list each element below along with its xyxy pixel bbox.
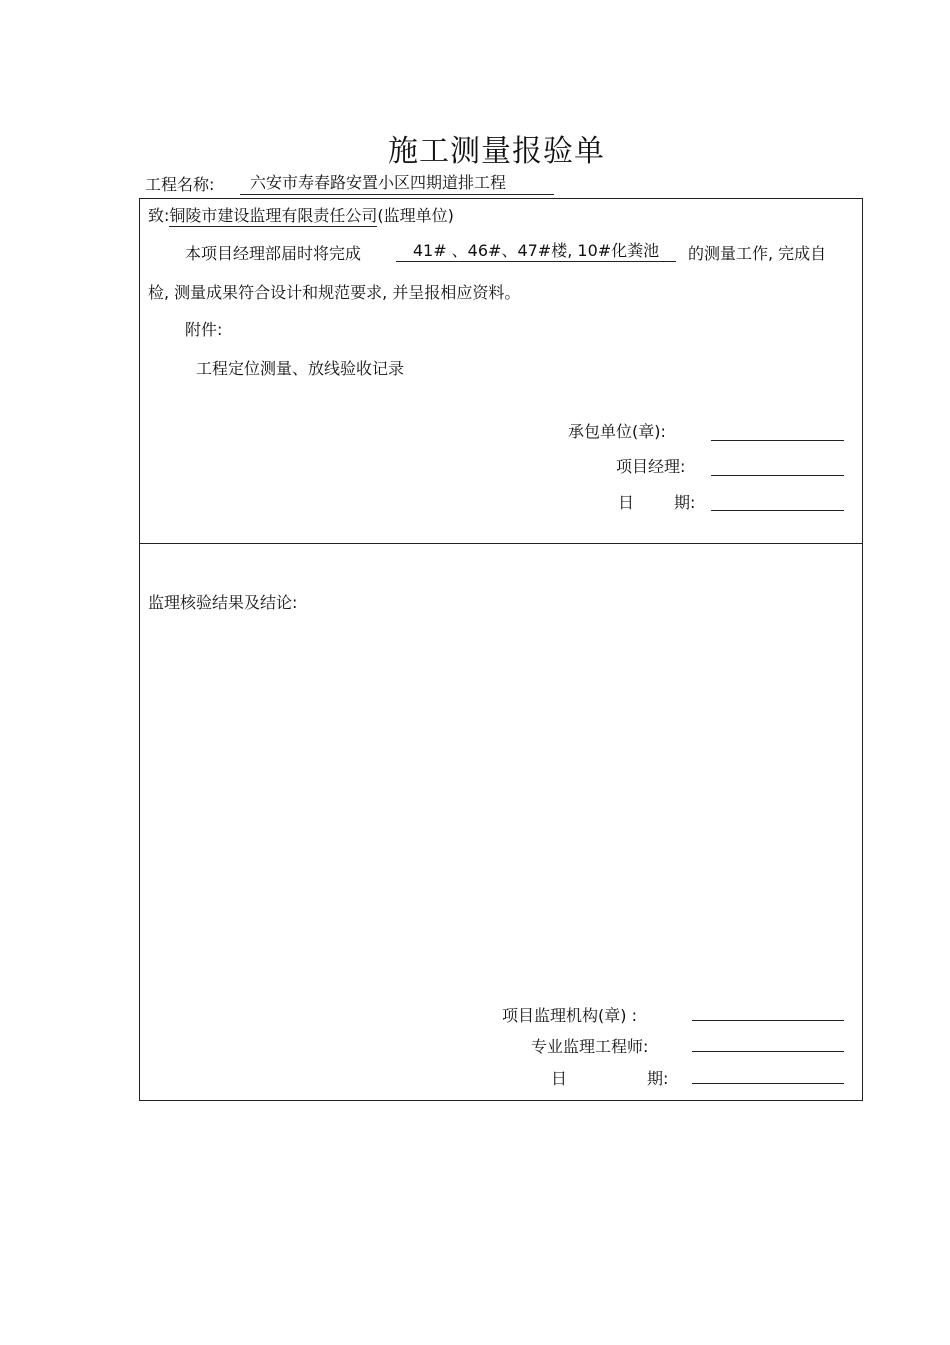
project-manager-blank xyxy=(711,475,844,476)
addressee-suffix: (监理单位) xyxy=(377,206,454,225)
date-label-char-1: 日 xyxy=(618,493,635,512)
work-items-value: 41# 、46#、47#楼, 10#化粪池 xyxy=(396,241,676,262)
date-label-char-2: 期: xyxy=(674,493,696,512)
project-name-label: 工程名称: xyxy=(145,175,215,194)
contractor-seal-blank xyxy=(711,440,844,441)
supervision-section xyxy=(139,543,863,1101)
engineer-label: 专业监理工程师: xyxy=(531,1037,649,1056)
project-name-value: 六安市寿春路安置小区四期道排工程 xyxy=(240,172,554,195)
body-suffix: 的测量工作, 完成自 xyxy=(688,244,827,263)
attachment-item: 工程定位测量、放线验收记录 xyxy=(196,359,405,378)
supervision-seal-label: 项目监理机构(章) : xyxy=(502,1006,637,1025)
date-blank-2 xyxy=(692,1083,844,1084)
body-prefix: 本项目经理部届时将完成 xyxy=(185,244,362,263)
date-label-char-1: 日 xyxy=(551,1069,568,1088)
contractor-seal-label: 承包单位(章): xyxy=(568,422,666,441)
addressee-line xyxy=(148,203,454,227)
supervision-seal-blank xyxy=(692,1020,844,1021)
body-line-2: 检, 测量成果符合设计和规范要求, 并呈报相应资料。 xyxy=(148,283,521,302)
addressee-prefix: 致: xyxy=(148,206,170,225)
attachments-label: 附件: xyxy=(185,320,223,339)
form-title: 施工测量报验单 xyxy=(388,134,605,169)
date-label-char-2: 期: xyxy=(647,1069,669,1088)
project-manager-label: 项目经理: xyxy=(616,457,686,476)
engineer-blank xyxy=(692,1051,844,1052)
supervision-unit-name: 铜陵市建设监理有限责任公司 xyxy=(169,203,377,227)
conclusion-label: 监理核验结果及结论: xyxy=(148,593,298,612)
date-blank-1 xyxy=(711,510,844,511)
